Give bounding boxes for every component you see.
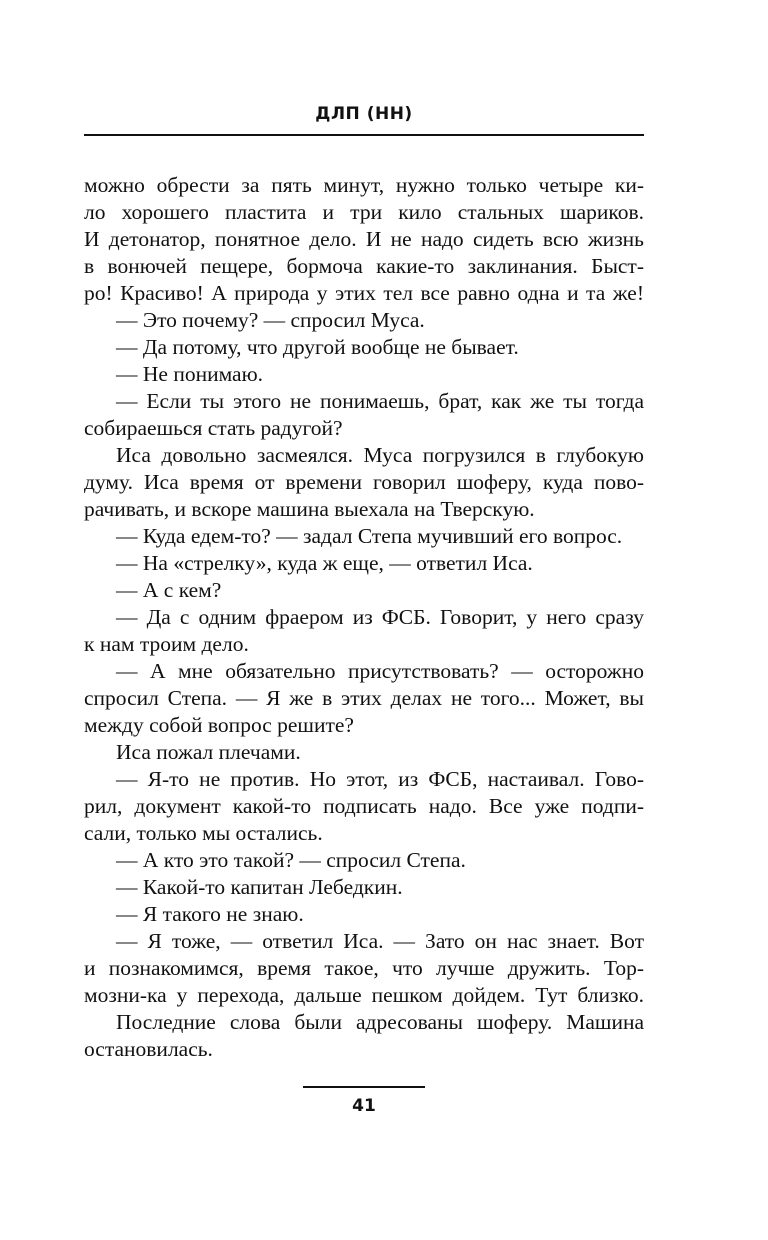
text-line: рил, документ какой-то подписать надо. Все уже подпи- [84,794,644,818]
text-line: и познакомимся, время такое, что лучше дружить. Тор- [84,956,644,980]
text-line: — А кто это такой? — спросил Степа. [116,848,466,872]
text-line: можно обрести за пять минут, нужно только четыре ки- [84,173,644,197]
text-line: — Куда едем-то? — задал Степа мучивший его вопрос. [116,524,623,548]
text-line: Иса довольно засмеялся. Муса погрузился в глубокую [116,443,644,467]
text-line: — Я такого не знаю. [116,902,304,926]
text-line: — Я-то не против. Но этот, из ФСБ, настаивал. Гово- [116,767,644,791]
text-line: собираешься стать радугой? [84,416,343,440]
text-line: — Какой-то капитан Лебедкин. [116,875,403,899]
text-line: к нам троим дело. [84,632,249,656]
text-line: — Да с одним фраером из ФСБ. Говорит, у него сразу [116,605,644,629]
text-line: сали, только мы остались. [84,821,323,845]
text-line: ро! Красиво! А природа у этих тел все равно одна и та же! [84,281,644,305]
text-line: — А мне обязательно присутствовать? — осторожно [116,659,644,683]
text-line: между собой вопрос решите? [84,713,354,737]
text-line: — Да потому, что другой вообще не бывает. [116,335,519,359]
text-line: думу. Иса время от времени говорил шоферу, куда пово- [84,470,644,494]
running-title: ДЛП (НН) [315,104,413,124]
text-line: рачивать, и вскоре машина выехала на Тверскую. [84,497,535,521]
text-line: мозни-ка у перехода, дальше пешком дойдем. Тут близко. [84,983,644,1007]
body-text [84,172,644,1063]
text-line: — Не понимаю. [116,362,264,386]
header-rule [84,134,644,136]
text-line: И детонатор, понятное дело. И не надо сидеть всю жизнь [84,227,644,251]
footer-rule [303,1086,425,1088]
text-line: в вонючей пещере, бормоча какие-то заклинания. Быст- [84,254,644,278]
text-line: остановилась. [84,1037,213,1061]
text-line: спросил Степа. — Я же в этих делах не того... Может, вы [84,686,644,710]
text-line: Последние слова были адресованы шоферу. Машина [116,1010,644,1034]
text-line: ло хорошего пластита и три кило стальных шариков. [84,200,644,224]
text-line: — Если ты этого не понимаешь, брат, как же ты тогда [116,389,644,413]
text-line: — Это почему? — спросил Муса. [116,308,425,332]
text-line: — Я тоже, — ответил Иса. — Зато он нас знает. Вот [116,929,644,953]
page-number: 41 [352,1096,376,1116]
text-line: — На «стрелку», куда ж еще, — ответил Иса. [116,551,533,575]
text-line: Иса пожал плечами. [116,740,301,764]
text-line: — А с кем? [116,578,222,602]
